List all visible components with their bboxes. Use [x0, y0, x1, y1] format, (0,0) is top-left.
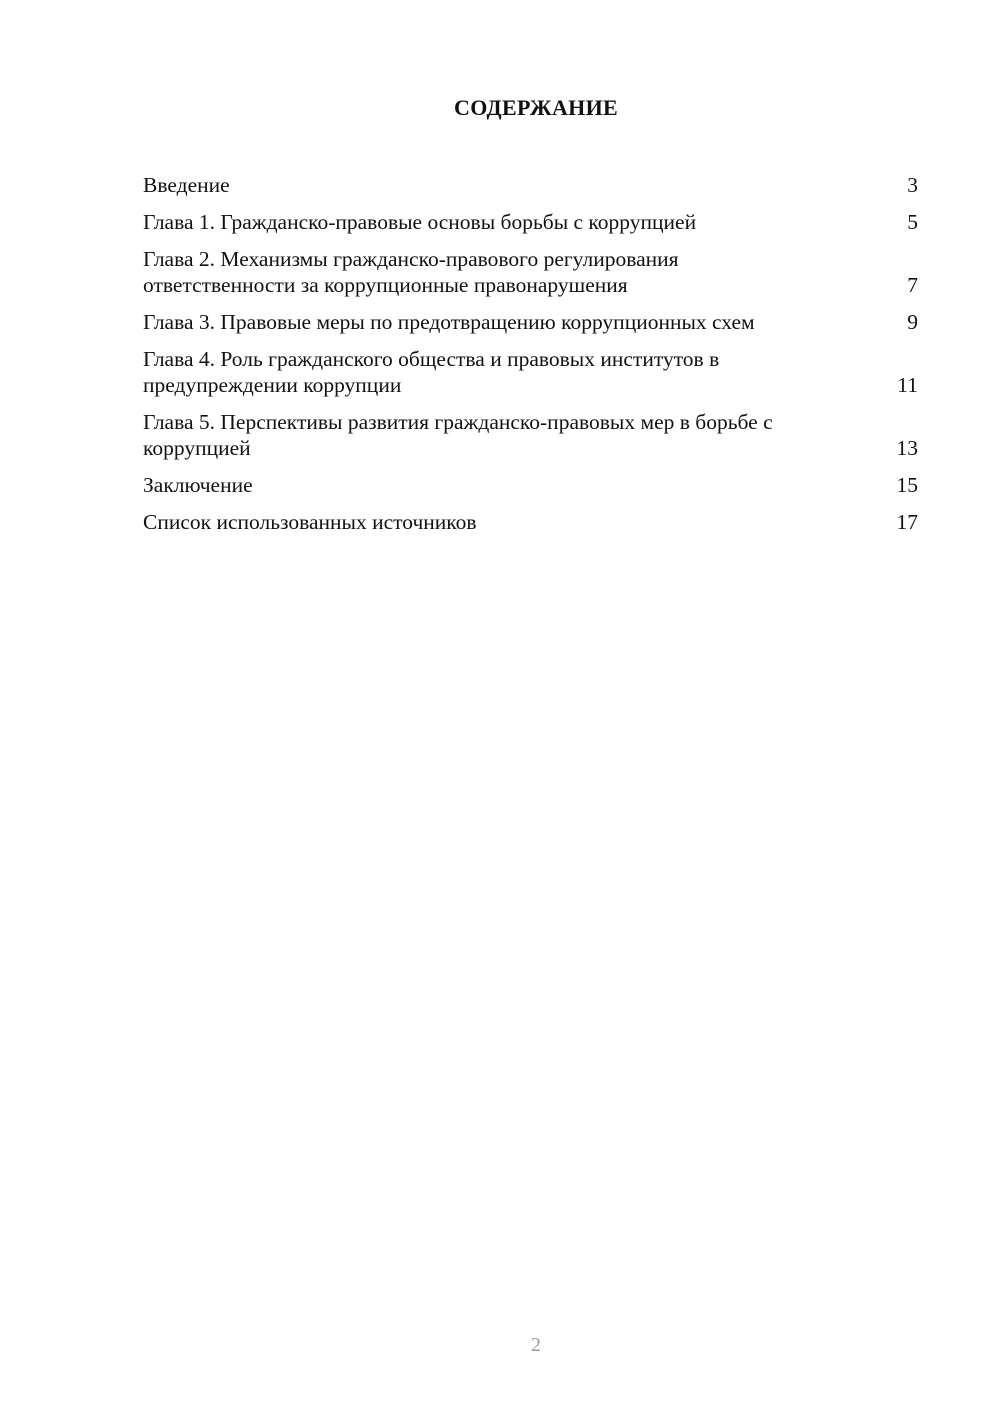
- toc-entry-chapter-4[interactable]: [143, 346, 918, 398]
- toc-entry-title: Введение: [143, 173, 230, 197]
- toc-entry-chapter-2[interactable]: [143, 246, 918, 298]
- toc-entry-page-number: 13: [896, 436, 918, 460]
- toc-entry-conclusion[interactable]: [143, 472, 918, 498]
- page-footer-number: 2: [531, 1334, 541, 1356]
- toc-entry-introduction[interactable]: [143, 172, 918, 198]
- toc-entry-title: Глава 1. Гражданско-правовые основы борьбы с коррупцией: [143, 210, 697, 234]
- toc-entry-page-number: 11: [897, 373, 918, 397]
- page-title: СОДЕРЖАНИЕ: [454, 95, 618, 120]
- toc-entry-title: Глава 3. Правовые меры по предотвращению коррупционных схем: [143, 310, 755, 334]
- toc-entry-chapter-1[interactable]: [143, 209, 918, 235]
- toc-entry-page-number: 17: [896, 510, 918, 534]
- toc-entry-chapter-5[interactable]: [143, 409, 918, 461]
- toc-entry-title: Глава 2. Механизмы гражданско-правового регулирования ответственности за коррупционные правонарушения: [143, 247, 679, 297]
- toc-entry-references[interactable]: [143, 509, 918, 535]
- toc-entry-chapter-3[interactable]: [143, 309, 918, 335]
- toc-entry-title: Глава 5. Перспективы развития гражданско-правовых мер в борьбе с коррупцией: [143, 410, 773, 460]
- toc-entry-page-number: 9: [907, 310, 918, 334]
- toc-entry-title: Список использованных источников: [143, 510, 477, 534]
- toc-entry-page-number: 5: [907, 210, 918, 234]
- toc-entry-page-number: 15: [896, 473, 918, 497]
- toc-entry-page-number: 3: [907, 173, 918, 197]
- toc-entry-page-number: 7: [907, 273, 918, 297]
- toc-entry-title: Глава 4. Роль гражданского общества и правовых институтов в предупреждении коррупции: [143, 347, 720, 397]
- toc-entry-title: Заключение: [143, 473, 253, 497]
- table-of-contents: [143, 172, 918, 546]
